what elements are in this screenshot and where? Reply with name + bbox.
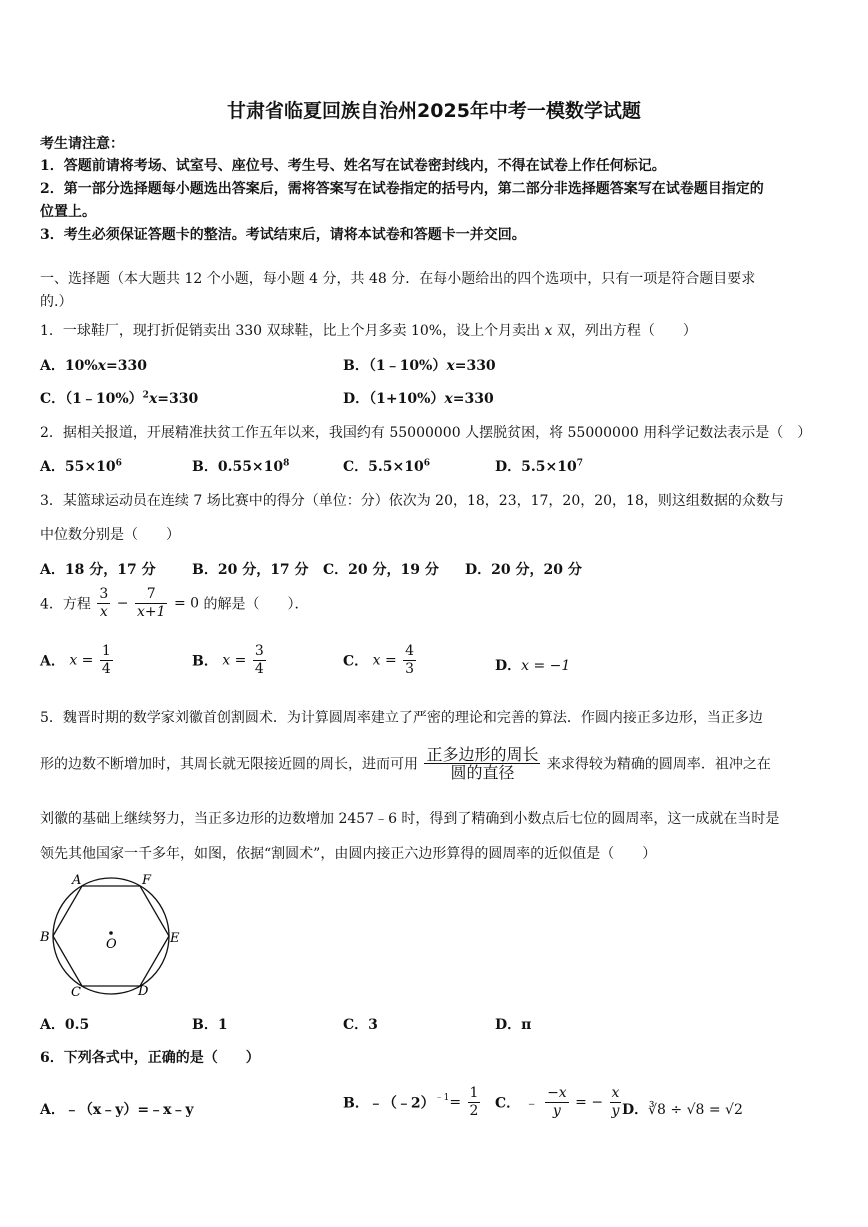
q5-line2: 形的边数不断增加时，其周长就无限接近圆的周长，进而可用 $\frac{\text{正多边形的周长}}{\text{圆的直径}}$ 来求得较为精确的圆周率．祖冲之在 bbox=[40, 745, 771, 782]
center-point bbox=[109, 931, 113, 935]
q5-option-c: C．3 bbox=[343, 1017, 378, 1033]
q2-option-a: A．$55\times 10^6$ bbox=[40, 458, 122, 475]
q6-option-a: A．﹣（x﹣y）=﹣x﹣y bbox=[40, 1102, 194, 1118]
notice-item-3: 3．考生必须保证答题卡的整洁。考试结束后，请将本试卷和答题卡一并交回。 bbox=[40, 227, 526, 243]
notice-heading: 考生请注意： bbox=[40, 136, 124, 152]
q3-option-d: D．20 分，20 分 bbox=[465, 562, 582, 578]
notice-item-2: 2．第一部分选择题每小题选出答案后，需将答案写在试卷指定的括号内，第二部分非选择题答案写在试卷题目指定的 bbox=[40, 181, 764, 197]
q5-option-b: B．1 bbox=[192, 1017, 228, 1033]
q4-option-b: B． x = $\frac{3}{4}$ bbox=[192, 643, 264, 677]
q2-option-d: D．$5.5\times 10^7$ bbox=[495, 458, 583, 475]
label-o: O bbox=[106, 937, 117, 952]
q3-option-b: B．20 分，17 分 bbox=[192, 562, 309, 578]
label-f: F bbox=[142, 873, 152, 888]
q5-pi-fraction: $\frac{\text{正多边形的周长}}{\text{圆的直径}}$ bbox=[426, 745, 539, 782]
q6-option-d: D．∛8 ÷ √8 = √2 bbox=[622, 1102, 743, 1118]
q3-option-c: C．20 分，19 分 bbox=[323, 562, 439, 578]
q6-option-b: B．﹣（﹣2）$^{﹣1}$= $\frac{1}{2}$ bbox=[343, 1085, 479, 1119]
q1-option-d: D．（1+10%）x=330 bbox=[343, 391, 494, 407]
q3-option-a: A．18 分，17 分 bbox=[40, 562, 156, 578]
q5-line1: 5．魏晋时期的数学家刘徽首创割圆术．为计算圆周率建立了严密的理论和完善的算法．作圆内接正多边形，当正多边 bbox=[40, 710, 763, 726]
label-e: E bbox=[170, 931, 180, 946]
hexagon bbox=[53, 886, 169, 986]
page-title: 甘肃省临夏回族自治州2025年中考一模数学试题 bbox=[227, 100, 641, 122]
q4-stem: 4．方程 $\frac{3}{x}$ − $\frac{7}{x+1}$ = 0 的解是（ ）． bbox=[40, 586, 309, 620]
circle bbox=[53, 878, 169, 994]
q5-option-d: D．π bbox=[495, 1017, 532, 1033]
q1-option-a: A．10%x=330 bbox=[40, 358, 147, 374]
notice-item-1: 1．答题前请将考场、试室号、座位号、考生号、姓名写在试卷密封线内，不得在试卷上作任何标记。 bbox=[40, 158, 666, 174]
q3-stem-line2: 中位数分别是（ ） bbox=[40, 527, 180, 543]
q2-option-c: C．$5.5\times 10^6$ bbox=[343, 458, 430, 475]
hexagon-figure bbox=[38, 868, 188, 1000]
q5-option-a: A．0.5 bbox=[40, 1017, 90, 1033]
section-heading: 一、选择题（本大题共 12 个小题，每小题 4 分，共 48 分．在每小题给出的四个选项中，只有一项是符合题目要求 bbox=[40, 271, 756, 287]
q1-option-b: B．（1﹣10%）x=330 bbox=[343, 358, 496, 374]
q6-option-c: C． ﹣ $\frac{-x}{y}$ = − $\frac{x}{y}$ bbox=[495, 1085, 620, 1119]
section-heading-cont: 的.） bbox=[40, 294, 73, 310]
q4-fraction-2: $\frac{7}{x+1}$ bbox=[136, 586, 166, 620]
q5-line4: 领先其他国家一千多年，如图，依据“割圆术”，由圆内接正六边形算得的圆周率的近似值是（ ） bbox=[40, 846, 657, 862]
q4-option-a: A． x = $\frac{1}{4}$ bbox=[40, 643, 111, 677]
q2-stem: 2．据相关报道，开展精准扶贫工作五年以来，我国约有 55000000 人摆脱贫困，将 55000000 用科学记数法表示是（ ） bbox=[40, 425, 812, 441]
label-d: D bbox=[138, 984, 149, 999]
q1-option-c: C．（1﹣10%）$^2$x=330 bbox=[40, 390, 199, 407]
q4-option-d: D．x = −1 bbox=[495, 658, 571, 674]
q5-line3: 刘徽的基础上继续努力，当正多边形的边数增加 2457﹣6 时，得到了精确到小数点后七位的圆周率，这一成就在当时是 bbox=[40, 811, 780, 827]
q2-option-b: B．$0.55\times 10^8$ bbox=[192, 458, 290, 475]
q1-stem: 1．一球鞋厂，现打折促销卖出 330 双球鞋，比上个月多卖 10%，设上个月卖出 x 双，列出方程（ ） bbox=[40, 323, 697, 339]
label-a: A bbox=[72, 873, 82, 888]
q4-fraction-1: $\frac{3}{x}$ bbox=[99, 586, 109, 620]
notice-item-2-cont: 位置上。 bbox=[40, 204, 96, 220]
q6-stem: 6．下列各式中，正确的是（ ） bbox=[40, 1050, 260, 1066]
q3-stem-line1: 3．某篮球运动员在连续 7 场比赛中的得分（单位：分）依次为 20，18，23，17，20，20，18，则这组数据的众数与 bbox=[40, 493, 784, 509]
label-c: C bbox=[71, 985, 81, 1000]
q4-option-c: C． x = $\frac{4}{3}$ bbox=[343, 643, 415, 677]
label-b: B bbox=[40, 930, 50, 945]
